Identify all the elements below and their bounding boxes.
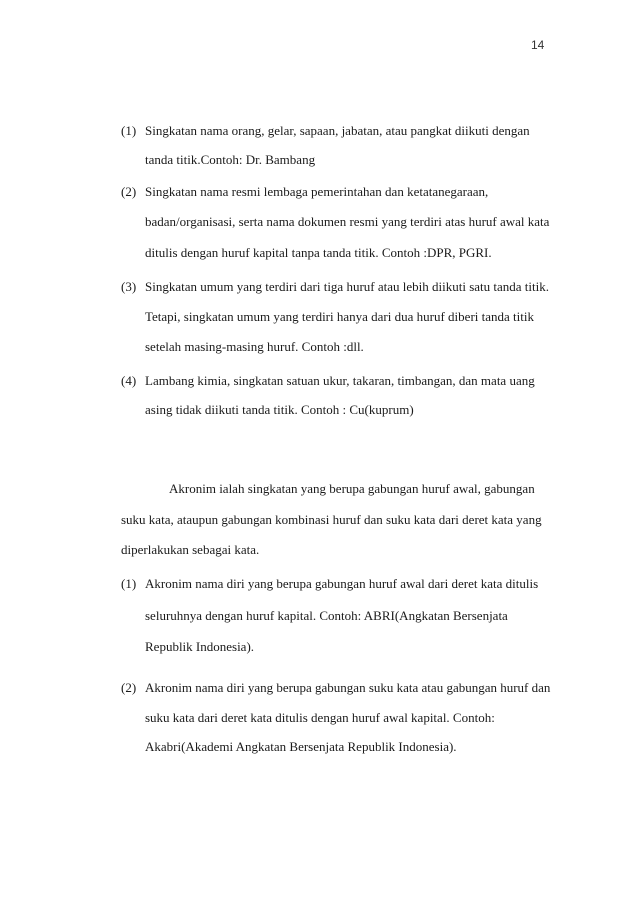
list-line: Tetapi, singkatan umum yang terdiri hanya dari dua huruf diberi tanda titik (145, 309, 534, 324)
list-line: setelah masing-masing huruf. Contoh :dll. (145, 339, 364, 354)
list-line: seluruhnya dengan huruf kapital. Contoh: ABRI(Angkatan Bersenjata (145, 608, 508, 623)
list-line: Lambang kimia, singkatan satuan ukur, takaran, timbangan, dan mata uang (145, 373, 535, 388)
list-line: badan/organisasi, serta nama dokumen resmi yang terdiri atas huruf awal kata (145, 214, 550, 229)
list-line: suku kata dari deret kata ditulis dengan huruf awal kapital. Contoh: (145, 710, 495, 725)
list-number: (4) (121, 373, 137, 388)
list-line: Singkatan umum yang terdiri dari tiga huruf atau lebih diikuti satu tanda titik. (145, 279, 549, 294)
list-line: Singkatan nama resmi lembaga pemerintahan dan ketatanegaraan, (145, 184, 489, 199)
list-line: Republik Indonesia). (145, 639, 255, 654)
list-line: Akronim nama diri yang berupa gabungan suku kata atau gabungan huruf dan (145, 680, 551, 695)
paragraph-line: Akronim ialah singkatan yang berupa gabungan huruf awal, gabungan (169, 481, 535, 496)
paragraph-line: diperlakukan sebagai kata. (121, 542, 260, 557)
list-line: ditulis dengan huruf kapital tanpa tanda titik. Contoh :DPR, PGRI. (145, 245, 492, 260)
list-line: Akronim nama diri yang berupa gabungan huruf awal dari deret kata ditulis (145, 576, 539, 591)
list-number: (3) (121, 279, 137, 294)
page-number: 14 (531, 38, 545, 52)
list-number: (1) (121, 576, 137, 591)
list-line: Singkatan nama orang, gelar, sapaan, jabatan, atau pangkat diikuti dengan (145, 123, 530, 138)
list-line: tanda titik.Contoh: Dr. Bambang (145, 152, 316, 167)
list-line: asing tidak diikuti tanda titik. Contoh : Cu(kuprum) (145, 402, 414, 417)
list-line: Akabri(Akademi Angkatan Bersenjata Republik Indonesia). (145, 739, 457, 754)
list-number: (2) (121, 680, 137, 695)
list-number: (2) (121, 184, 137, 199)
list-number: (1) (121, 123, 137, 138)
paragraph-line: suku kata, ataupun gabungan kombinasi huruf dan suku kata dari deret kata yang (121, 512, 542, 527)
